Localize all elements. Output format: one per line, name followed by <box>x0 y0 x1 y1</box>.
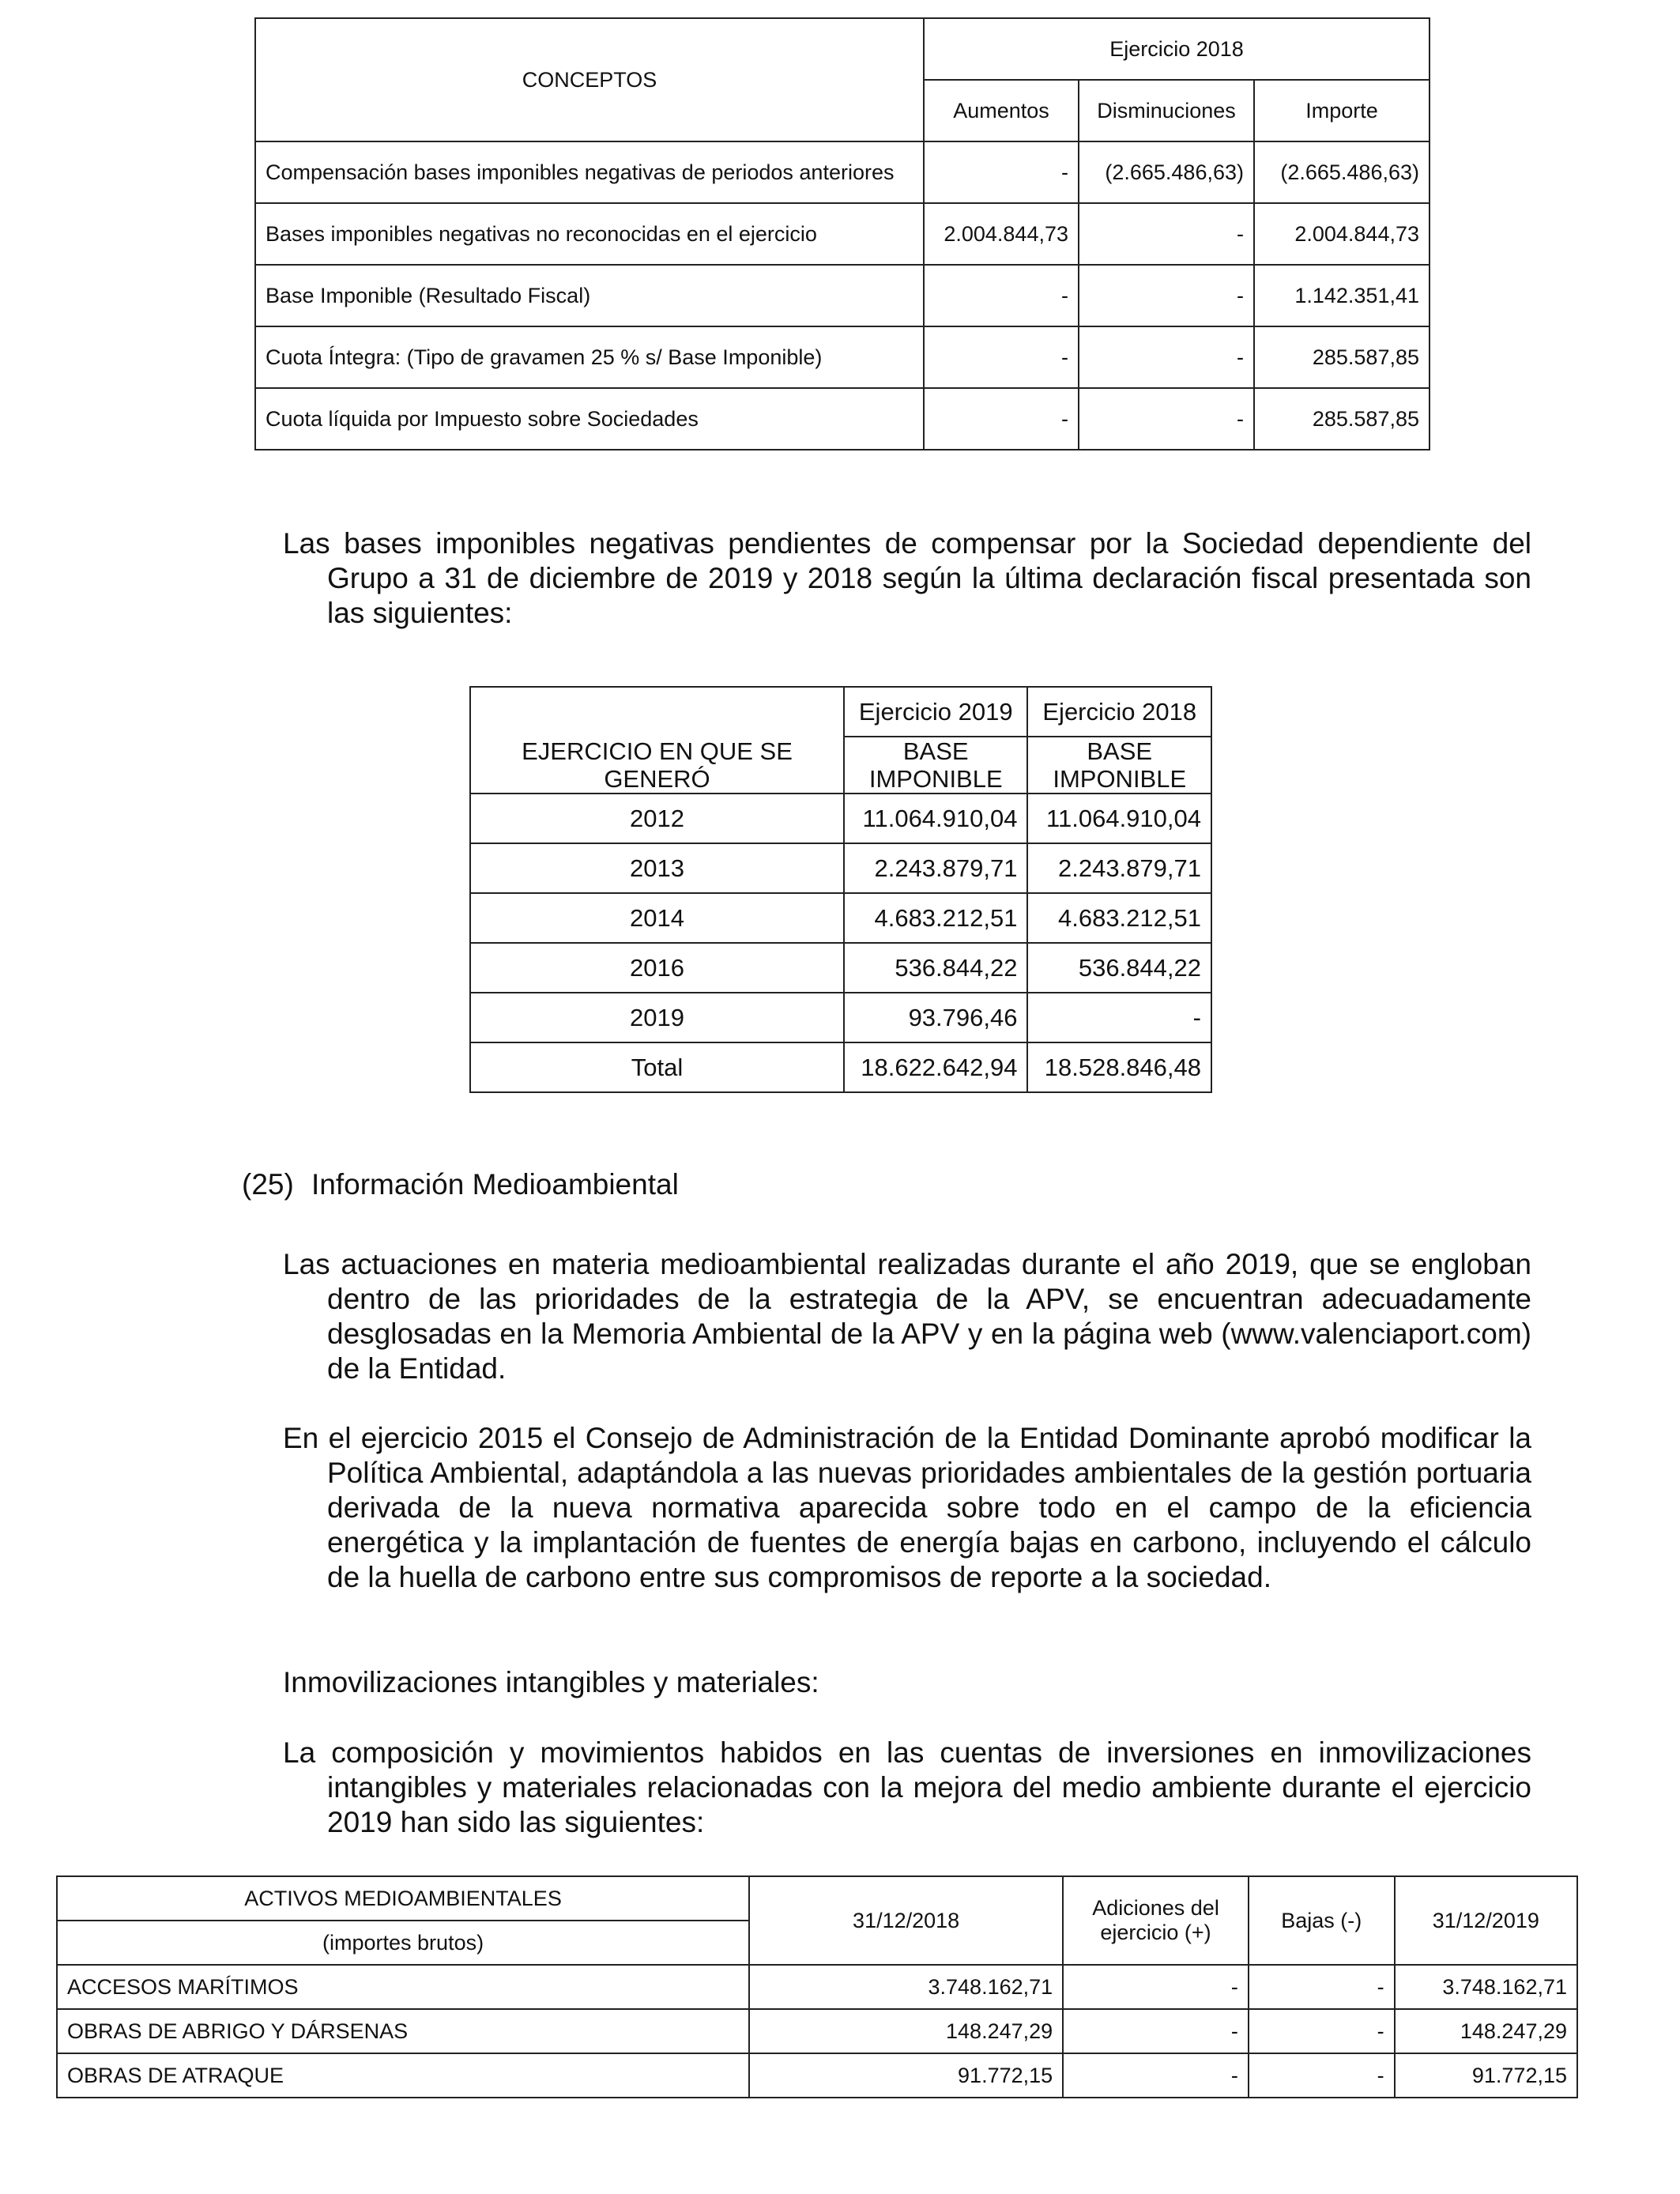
row-year: 2019 <box>470 993 844 1042</box>
row-value-2018: 3.748.162,71 <box>749 1965 1063 2009</box>
negative-tax-bases-table <box>469 686 1212 1093</box>
row-concept: Cuota líquida por Impuesto sobre Sociedades <box>255 388 924 450</box>
row-year: 2016 <box>470 943 844 993</box>
period-header: Ejercicio 2018 <box>924 18 1430 80</box>
section-title: Información Medioambiental <box>311 1168 679 1201</box>
row-disminuciones: - <box>1079 203 1254 265</box>
row-value-2019: 2.243.879,71 <box>844 843 1027 893</box>
table-row <box>255 388 1430 450</box>
row-value-2019: 93.796,46 <box>844 993 1027 1042</box>
row-label: ACCESOS MARÍTIMOS <box>57 1965 749 2009</box>
row-importe: 285.587,85 <box>1254 388 1430 450</box>
sub-header-base-imponible: BASE IMPONIBLE <box>1027 737 1211 794</box>
row-adiciones: - <box>1063 2009 1249 2053</box>
header-activos: ACTIVOS MEDIOAMBIENTALES <box>57 1876 749 1921</box>
header-importes-brutos: (importes brutos) <box>57 1921 749 1965</box>
empty-header-cell <box>470 687 844 737</box>
row-value-2018: 18.528.846,48 <box>1027 1042 1211 1092</box>
row-value-2018: 2.243.879,71 <box>1027 843 1211 893</box>
section-heading <box>242 1168 679 1201</box>
row-value-2019: 18.622.642,94 <box>844 1042 1027 1092</box>
row-adiciones: - <box>1063 1965 1249 2009</box>
row-year: 2014 <box>470 893 844 943</box>
row-concept: Bases imponibles negativas no reconocidas en el ejercicio <box>255 203 924 265</box>
row-disminuciones: - <box>1079 326 1254 388</box>
col-header-ejercicio-2018: Ejercicio 2018 <box>1027 687 1211 737</box>
sub-header-base-imponible: BASE IMPONIBLE <box>844 737 1027 794</box>
row-value-2018: 4.683.212,51 <box>1027 893 1211 943</box>
row-importe: 2.004.844,73 <box>1254 203 1430 265</box>
row-label: OBRAS DE ATRAQUE <box>57 2053 749 2098</box>
table-row <box>255 265 1430 326</box>
table-row <box>57 2053 1577 2098</box>
row-value-2019: 4.683.212,51 <box>844 893 1027 943</box>
col-header-aumentos: Aumentos <box>924 80 1079 141</box>
paragraph-actuaciones: Las actuaciones en materia medioambiental realizadas durante el año 2019, que se engloban dentro de las prioridades de la estrategia de la APV, se encuentran adecuadamente desglosadas en la Memoria Ambiental de la APV y en la página web (www.valenciaport.com) de la Entidad. <box>283 1248 1531 1385</box>
row-value-2018: - <box>1027 993 1211 1042</box>
row-value-2018: 91.772,15 <box>749 2053 1063 2098</box>
paragraph-composicion: La composición y movimientos habidos en las cuentas de inversiones en inmovilizaciones intangibles y materiales relacionadas con la mejora del medio ambiente durante el ejercicio 2019 han sido las siguientes: <box>283 1736 1531 1838</box>
section-number: (25) <box>242 1168 294 1201</box>
row-aumentos: 2.004.844,73 <box>924 203 1079 265</box>
concepts-header: CONCEPTOS <box>255 18 924 141</box>
subheading-inmovilizaciones: Inmovilizaciones intangibles y materiales: <box>283 1666 819 1698</box>
row-importe: 1.142.351,41 <box>1254 265 1430 326</box>
table-row <box>57 2009 1577 2053</box>
col-header-31-12-2019: 31/12/2019 <box>1395 1876 1577 1965</box>
row-disminuciones: - <box>1079 265 1254 326</box>
environmental-assets-table <box>56 1875 1578 2098</box>
row-year: 2012 <box>470 794 844 843</box>
row-header-ejercicio: EJERCICIO EN QUE SE GENERÓ <box>470 737 844 794</box>
row-concept: Cuota Íntegra: (Tipo de gravamen 25 % s/ Base Imponible) <box>255 326 924 388</box>
row-disminuciones: (2.665.486,63) <box>1079 141 1254 203</box>
row-disminuciones: - <box>1079 388 1254 450</box>
col-header-31-12-2018: 31/12/2018 <box>749 1876 1063 1965</box>
row-concept: Compensación bases imponibles negativas de periodos anteriores <box>255 141 924 203</box>
table-row <box>255 326 1430 388</box>
col-header-importe: Importe <box>1254 80 1430 141</box>
row-label: OBRAS DE ABRIGO Y DÁRSENAS <box>57 2009 749 2053</box>
row-importe: (2.665.486,63) <box>1254 141 1430 203</box>
row-bajas: - <box>1249 1965 1395 2009</box>
row-bajas: - <box>1249 2053 1395 2098</box>
table-row <box>470 843 1211 893</box>
col-header-disminuciones: Disminuciones <box>1079 80 1254 141</box>
table-row <box>470 993 1211 1042</box>
row-adiciones: - <box>1063 2053 1249 2098</box>
row-value-2019: 148.247,29 <box>1395 2009 1577 2053</box>
table-row <box>470 794 1211 843</box>
table-row <box>255 203 1430 265</box>
row-aumentos: - <box>924 265 1079 326</box>
table-row <box>57 1965 1577 2009</box>
row-year: 2013 <box>470 843 844 893</box>
paragraph-politica-ambiental: En el ejercicio 2015 el Consejo de Administración de la Entidad Dominante aprobó modificar la Política Ambiental, adaptándola a las nuevas prioridades ambientales de la gestión portuaria derivada de la nueva normativa aparecida sobre todo en el campo de la eficiencia energética y la implantación de fuentes de energía bajas en carbono, incluyendo el cálculo de la huella de carbono entre sus compromisos de reporte a la sociedad. <box>283 1422 1531 1593</box>
row-value-2019: 536.844,22 <box>844 943 1027 993</box>
row-aumentos: - <box>924 388 1079 450</box>
row-value-2018: 148.247,29 <box>749 2009 1063 2053</box>
row-value-2019: 91.772,15 <box>1395 2053 1577 2098</box>
row-importe: 285.587,85 <box>1254 326 1430 388</box>
col-header-bajas: Bajas (-) <box>1249 1876 1395 1965</box>
row-bajas: - <box>1249 2009 1395 2053</box>
paragraph-bases-imponibles: Las bases imponibles negativas pendientes de compensar por la Sociedad dependiente del Grupo a 31 de diciembre de 2019 y 2018 según la última declaración fiscal presentada son las siguientes: <box>283 527 1531 629</box>
col-header-ejercicio-2019: Ejercicio 2019 <box>844 687 1027 737</box>
table-row-total <box>470 1042 1211 1092</box>
row-year: Total <box>470 1042 844 1092</box>
table-row <box>470 893 1211 943</box>
row-aumentos: - <box>924 326 1079 388</box>
row-value-2019: 3.748.162,71 <box>1395 1965 1577 2009</box>
row-value-2018: 536.844,22 <box>1027 943 1211 993</box>
row-concept: Base Imponible (Resultado Fiscal) <box>255 265 924 326</box>
table-row <box>470 943 1211 993</box>
tax-computation-table <box>254 17 1430 450</box>
row-value-2019: 11.064.910,04 <box>844 794 1027 843</box>
row-value-2018: 11.064.910,04 <box>1027 794 1211 843</box>
col-header-adiciones: Adiciones del ejercicio (+) <box>1063 1876 1249 1965</box>
table-row <box>255 141 1430 203</box>
row-aumentos: - <box>924 141 1079 203</box>
